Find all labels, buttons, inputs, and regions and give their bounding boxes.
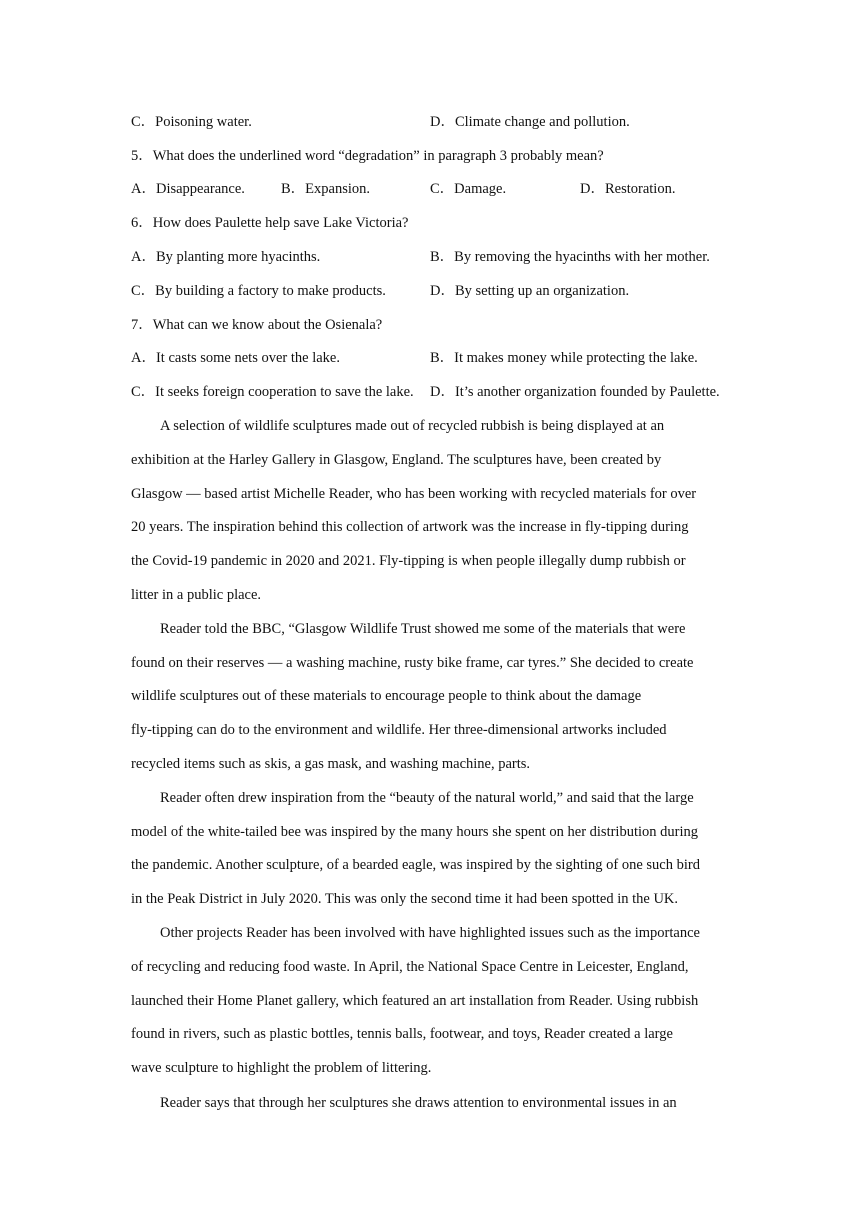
- paragraph-line: found on their reserves — a washing machine, rusty bike frame, car tyres.” She decided to create: [131, 655, 694, 671]
- paragraph-line: the pandemic. Another sculpture, of a bearded eagle, was inspired by the sighting of one such bird: [131, 857, 700, 873]
- q7-stem: 7．What can we know about the Osienala?: [131, 317, 383, 333]
- q4-option-c: C．Poisoning water.: [131, 114, 252, 130]
- q6-option-b: B．By removing the hyacinths with her mother.: [430, 249, 710, 265]
- q5-option-c: C．Damage.: [430, 181, 507, 197]
- paragraph-line: Reader told the BBC, “Glasgow Wildlife Trust showed me some of the materials that were: [160, 621, 686, 637]
- q6-option-c: C．By building a factory to make products.: [131, 283, 386, 299]
- paragraph-line: of recycling and reducing food waste. In April, the National Space Centre in Leicester, England,: [131, 959, 689, 975]
- q5-stem: 5．What does the underlined word “degradation” in paragraph 3 probably mean?: [131, 148, 604, 164]
- q7-option-b: B．It makes money while protecting the lake.: [430, 350, 698, 366]
- paragraph-line: model of the white-tailed bee was inspired by the many hours she spent on her distribution during: [131, 824, 698, 840]
- paragraph-line: exhibition at the Harley Gallery in Glasgow, England. The sculptures have, been created by: [131, 452, 662, 468]
- q5-option-d: D．Restoration.: [580, 181, 676, 197]
- paragraph-line: found in rivers, such as plastic bottles, tennis balls, footwear, and toys, Reader created a large: [131, 1026, 673, 1042]
- paragraph-line: recycled items such as skis, a gas mask, and washing machine, parts.: [131, 756, 531, 772]
- q7-option-c: C．It seeks foreign cooperation to save the lake.: [131, 384, 414, 400]
- paragraph-line: in the Peak District in July 2020. This was only the second time it had been spotted in the UK.: [131, 891, 679, 907]
- paragraph-line: launched their Home Planet gallery, which featured an art installation from Reader. Using rubbish: [131, 993, 699, 1009]
- paragraph-line: fly-tipping can do to the environment and wildlife. Her three-dimensional artworks included: [131, 722, 667, 738]
- q6-option-d: D．By setting up an organization.: [430, 283, 630, 299]
- q6-option-a: A．By planting more hyacinths.: [131, 249, 321, 265]
- paragraph-line: A selection of wildlife sculptures made out of recycled rubbish is being displayed at an: [160, 418, 665, 434]
- paragraph-line: Glasgow — based artist Michelle Reader, who has been working with recycled materials for over: [131, 486, 697, 502]
- paragraph-line: wildlife sculptures out of these materials to encourage people to think about the damage: [131, 688, 642, 704]
- paragraph-line: the Covid-19 pandemic in 2020 and 2021. Fly-tipping is when people illegally dump rubbish or: [131, 553, 686, 569]
- q7-option-a: A．It casts some nets over the lake.: [131, 350, 340, 366]
- q5-option-b: B．Expansion.: [281, 181, 371, 197]
- paragraph-line: wave sculpture to highlight the problem of littering.: [131, 1060, 432, 1076]
- paragraph-line: litter in a public place.: [131, 587, 262, 603]
- paragraph-line: Reader says that through her sculptures she draws attention to environmental issues in an: [160, 1095, 677, 1111]
- q5-option-a: A．Disappearance.: [131, 181, 245, 197]
- paragraph-line: 20 years. The inspiration behind this collection of artwork was the increase in fly-tipping during: [131, 519, 689, 535]
- paragraph-line: Reader often drew inspiration from the “beauty of the natural world,” and said that the large: [160, 790, 694, 806]
- q4-option-d: D．Climate change and pollution.: [430, 114, 630, 130]
- q7-option-d: D．It’s another organization founded by Paulette.: [430, 384, 720, 400]
- paragraph-line: Other projects Reader has been involved with have highlighted issues such as the importance: [160, 925, 700, 941]
- q6-stem: 6．How does Paulette help save Lake Victoria?: [131, 215, 409, 231]
